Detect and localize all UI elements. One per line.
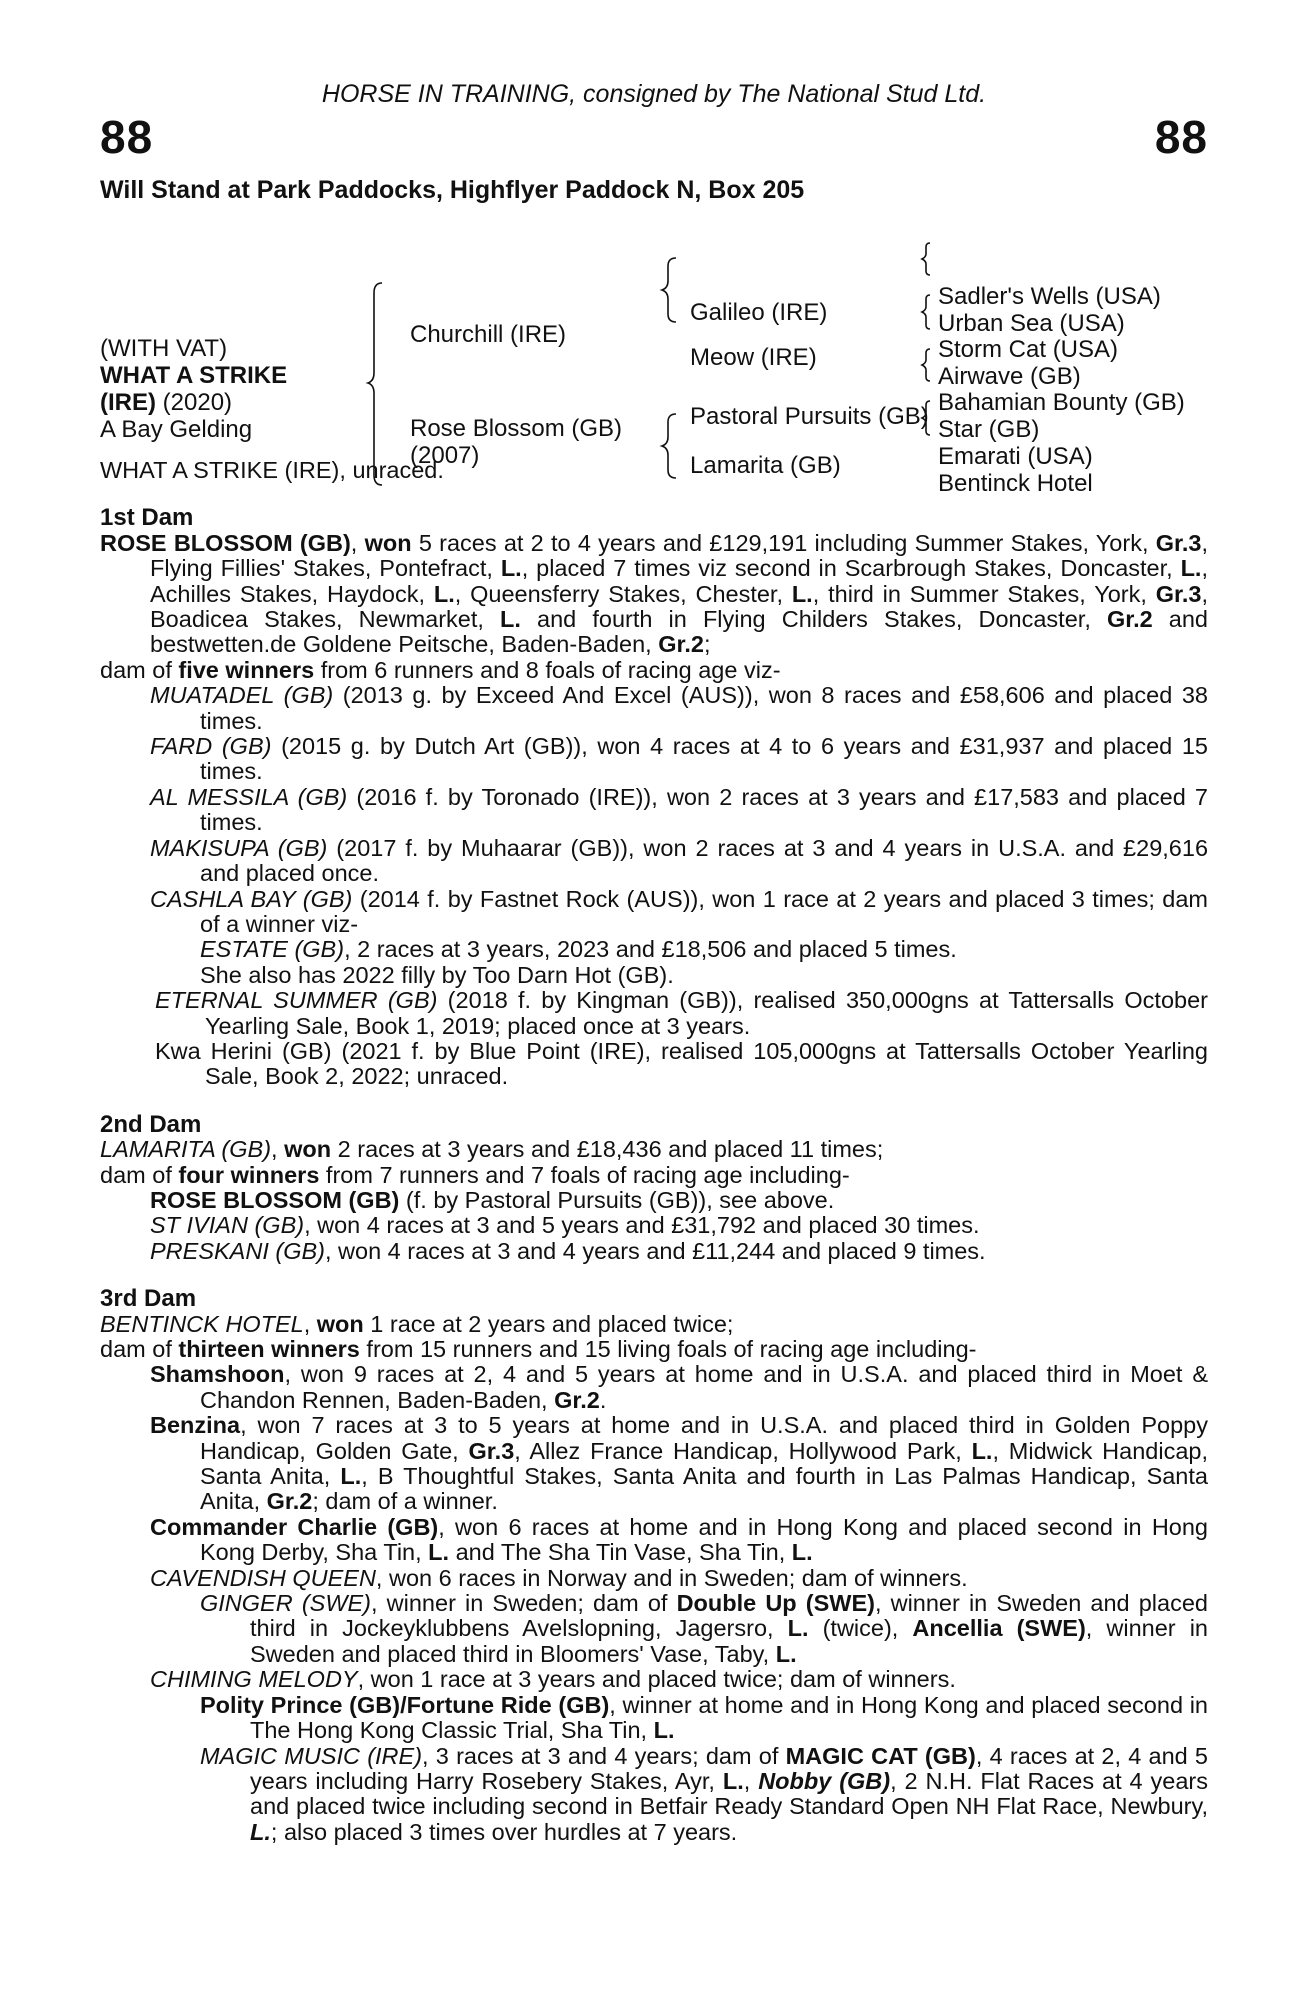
produce-name: MUATADEL (GB) (150, 682, 334, 709)
dam3-summary (100, 1312, 1208, 1337)
txt-bold: four winners (178, 1161, 320, 1188)
produce-entry (150, 1667, 1208, 1692)
produce-name: Polity Prince (GB)/Fortune Ride (GB) (200, 1691, 610, 1718)
produce-name: AL MESSILA (GB) (150, 783, 348, 810)
bracket-main (368, 283, 382, 485)
grade: Gr.2 (266, 1488, 313, 1515)
grade: L. (787, 1615, 809, 1642)
txt: , Achilles Stakes, Haydock, (150, 555, 1208, 607)
produce-name: ST IVIAN (GB) (150, 1212, 305, 1239)
produce-entry (155, 988, 1208, 1039)
txt: (2014 f. by Fastnet Rock (AUS)), won 1 race at 2 years and placed 3 times; dam of a winner viz- (200, 885, 1208, 937)
heading-2nd-dam: 2nd Dam (100, 1110, 202, 1138)
txt-bold: five winners (178, 656, 315, 683)
stand-location: Will Stand at Park Paddocks, Highflyer Paddock N, Box 205 (100, 176, 805, 204)
horse-country: (IRE) (100, 389, 156, 416)
grade: L. (775, 1640, 797, 1667)
txt: , (303, 1310, 317, 1337)
grade: L. (791, 580, 813, 607)
txt: , (350, 529, 365, 556)
txt: , Boadicea Stakes, Newmarket, (150, 580, 1208, 633)
bracket-gg1 (922, 243, 930, 275)
dam1-produce-intro (100, 658, 1208, 683)
txt: (2015 g. by Dutch Art (GB)), won 4 races at 4 to 6 years and £31,937 and placed 15 times. (200, 733, 1208, 785)
grade: L. (1180, 555, 1202, 582)
produce-entry (150, 836, 1208, 887)
produce-name: MAGIC CAT (GB) (785, 1742, 976, 1769)
pedigree-text (100, 458, 1208, 1845)
produce-entry (150, 1239, 1208, 1264)
txt: , 3 races at 3 and 4 years; dam of (422, 1742, 786, 1769)
txt: , won 9 races at 2, 4 and 5 years at home and in U.S.A. and placed third in Moet & Chandon Rennen, Baden-Baden, (200, 1361, 1208, 1413)
grade: Gr.2 (1106, 606, 1153, 633)
produce-name: Benzina (150, 1412, 241, 1439)
grade: L. (500, 606, 521, 633)
produce-name: PRESKANI (GB) (150, 1237, 325, 1264)
great-grandparent-2: Urban Sea (USA) (938, 310, 1125, 337)
produce-name: ESTATE (GB) (200, 936, 345, 963)
txt: (2016 f. by Toronado (IRE)), won 2 races at 3 years and £17,583 and placed 7 times. (200, 783, 1209, 836)
txt: , third in Summer Stakes, York, (812, 580, 1156, 607)
grade: L. (500, 555, 522, 582)
produce-entry (150, 734, 1208, 785)
dam2-name: LAMARITA (GB) (100, 1136, 272, 1163)
dam3-produce-intro (100, 1337, 1208, 1362)
txt: , won 6 races at home and in Hong Kong and placed second in Hong Kong Derby, Sha Tin, (200, 1513, 1208, 1566)
produce-sub-entry (200, 1693, 1208, 1744)
txt: , 2 races at 3 years, 2023 and £18,506 and placed 5 times. (344, 936, 957, 963)
txt: 2 races at 3 years and £18,436 and placed 11 times; (331, 1136, 884, 1163)
produce-name: Nobby (GB) (758, 1767, 891, 1794)
grade: L. (428, 1539, 450, 1566)
great-grandparent-7: Emarati (USA) (938, 443, 1093, 470)
txt: , (271, 1136, 285, 1163)
grade: L. (722, 1767, 744, 1794)
grade: L. (971, 1437, 993, 1464)
produce-name: CHIMING MELODY (150, 1666, 358, 1693)
produce-name: Double Up (SWE) (676, 1590, 875, 1617)
txt: , winner in Sweden and placed third in Bloomers' Vase, Taby, (250, 1615, 1208, 1667)
produce-entry: Kwa Herini (GB) (2021 f. by Blue Point (IRE), realised 105,000gns at Tattersalls October Yearling Sale, Book 2, 2022; unraced. (155, 1037, 1208, 1090)
txt: dam of (100, 656, 179, 683)
produce-entry (150, 1566, 1208, 1591)
produce-entry (150, 887, 1208, 938)
bracket-sire (662, 258, 676, 322)
dam3-name: BENTINCK HOTEL (100, 1310, 304, 1337)
txt-bold: won (364, 529, 412, 556)
txt: , Midwick Handicap, Santa Anita, (200, 1437, 1208, 1490)
txt: , won 4 races at 3 and 5 years and £31,792 and placed 30 times. (304, 1212, 980, 1239)
grade: L. (433, 580, 455, 607)
dam: Rose Blossom (GB) (410, 415, 623, 442)
txt: (f. by Pastoral Pursuits (GB)), see above. (399, 1186, 835, 1213)
great-grandparent-3: Storm Cat (USA) (938, 336, 1119, 363)
txt: ; dam of a winner. (312, 1488, 498, 1515)
txt: 5 races at 2 to 4 years and £129,191 including Summer Stakes, York, (411, 529, 1156, 556)
txt-bold: won (316, 1310, 364, 1337)
lot-number-right: 88 (1154, 111, 1208, 163)
produce-entry (150, 683, 1208, 734)
dam-sire: Pastoral Pursuits (GB) (690, 403, 929, 430)
produce-name: Ancellia (SWE) (912, 1615, 1086, 1642)
txt: from 7 runners and 7 foals of racing age including- (319, 1161, 850, 1188)
txt: from 15 runners and 15 living foals of racing age including- (359, 1336, 977, 1362)
dam1-name: ROSE BLOSSOM (GB) (100, 529, 351, 556)
txt: and bestwetten.de Goldene Peitsche, Baden-Baden, (150, 606, 1208, 658)
grade: L. (653, 1717, 675, 1744)
vat-text: (WITH VAT) (100, 335, 228, 362)
txt-bold: won (284, 1136, 332, 1163)
txt: , won 6 races in Norway and in Sweden; dam of winners. (375, 1564, 968, 1591)
dam-dam: Lamarita (GB) (690, 452, 841, 479)
txt: (2013 g. by Exceed And Excel (AUS)), won 8 races and £58,606 and placed 38 times. (200, 682, 1208, 734)
produce-entry (150, 1213, 1208, 1238)
grade: Gr.3 (1155, 529, 1202, 556)
produce-entry (150, 1515, 1208, 1566)
produce-entry (150, 1188, 1208, 1213)
produce-name: ROSE BLOSSOM (GB) (150, 1186, 400, 1213)
txt: 1 race at 2 years and placed twice; (363, 1310, 734, 1337)
dam-year: (2007) (410, 442, 480, 469)
dam2-summary (100, 1137, 1208, 1162)
produce-sub-entry: She also has 2022 filly by Too Darn Hot (GB). (200, 961, 674, 988)
great-grandparent-4: Airwave (GB) (938, 363, 1081, 390)
txt: ; also placed 3 times over hurdles at 7 years. (270, 1818, 738, 1845)
txt: dam of (100, 1161, 179, 1188)
vat-label (100, 335, 227, 362)
great-grandparent-5: Bahamian Bounty (GB) (938, 389, 1185, 416)
grade: Gr.3 (1155, 580, 1202, 607)
txt: , (743, 1767, 759, 1794)
grade: L. (250, 1818, 271, 1845)
race-record: WHAT A STRIKE (IRE), unraced. (100, 457, 444, 483)
produce-name: MAKISUPA (GB) (150, 834, 328, 861)
dam1-summary (100, 531, 1208, 658)
produce-sub-entry (200, 1744, 1208, 1846)
bracket-gg3 (922, 349, 930, 381)
txt: , Queensferry Stakes, Chester, (454, 580, 792, 607)
grade: L. (791, 1539, 813, 1566)
grade: L. (340, 1463, 362, 1490)
grade: Gr.2 (554, 1386, 600, 1413)
produce-sub-entry (200, 1591, 1208, 1667)
produce-name: CAVENDISH QUEEN (150, 1564, 376, 1591)
grade: Gr.3 (468, 1437, 515, 1464)
txt: , winner at home and in Hong Kong and placed second in The Hong Kong Classic Trial, Sha Tin, (250, 1691, 1208, 1744)
sire-sire: Galileo (IRE) (690, 299, 828, 326)
horse-year: (2020) (156, 389, 233, 416)
txt: , 2 N.H. Flat Races at 4 years and placed twice including second in Betfair Ready Standard Open NH Flat Race, Newbury, (250, 1767, 1208, 1820)
produce-entry (150, 1413, 1208, 1515)
produce-name: ETERNAL SUMMER (GB) (155, 987, 438, 1014)
heading-1st-dam: 1st Dam (100, 504, 194, 532)
txt: . (599, 1386, 607, 1413)
produce-name: Commander Charlie (GB) (150, 1513, 439, 1540)
txt: (2017 f. by Muhaarar (GB)), won 2 races at 3 and 4 years in U.S.A. and £29,616 and placed once. (200, 834, 1209, 887)
txt: , winner in Sweden and placed third in Jockeyklubbens Avelslopning, Jagersro, (250, 1590, 1208, 1642)
great-grandparent-8: Bentinck Hotel (938, 470, 1093, 497)
produce-name: FARD (GB) (150, 733, 272, 760)
produce-name: Shamshoon (150, 1361, 285, 1388)
txt: , won 7 races at 3 to 5 years at home and in U.S.A. and placed third in Golden Poppy Handicap, Golden Gate, (200, 1412, 1208, 1464)
consignment-line: HORSE IN TRAINING, consigned by The National Stud Ltd. (321, 80, 987, 108)
grade: Gr.2 (658, 631, 704, 658)
lot-number-left: 88 (100, 111, 154, 163)
produce-sub-entry (200, 937, 1208, 962)
txt: dam of (100, 1336, 179, 1362)
sire-dam: Meow (IRE) (690, 344, 817, 371)
horse-name: WHAT A STRIKE (100, 362, 288, 389)
txt: ; (703, 631, 711, 658)
txt: , won 1 race at 3 years and placed twice; dam of winners. (357, 1666, 956, 1693)
txt: and The Sha Tin Vase, Sha Tin, (449, 1539, 792, 1566)
txt: , winner in Sweden; dam of (371, 1590, 677, 1617)
txt: , 4 races at 2, 4 and 5 years including Harry Rosebery Stakes, Ayr, (250, 1742, 1209, 1794)
txt: , placed 7 times viz second in Scarbrough Stakes, Doncaster, (521, 555, 1181, 582)
great-grandparent-6: Star (GB) (938, 416, 1040, 443)
produce-entry (150, 1362, 1208, 1413)
txt-bold: thirteen winners (178, 1336, 360, 1362)
txt: , Flying Fillies' Stakes, Pontefract, (150, 529, 1208, 582)
txt: (2018 f. by Kingman (GB)), realised 350,000gns at Tattersalls October Yearling Sale, Book 1, 2019; placed once at 3 years. (205, 987, 1208, 1039)
bracket-gg2 (922, 295, 930, 329)
produce-entry (150, 785, 1208, 836)
txt: from 6 runners and 8 foals of racing age viz- (314, 656, 781, 683)
horse-description: A Bay Gelding (100, 416, 253, 443)
txt: (twice), (808, 1615, 913, 1642)
great-grandparent-1: Sadler's Wells (USA) (938, 283, 1161, 310)
produce-name: CASHLA BAY (GB) (150, 885, 353, 912)
dam2-produce-intro (100, 1163, 1208, 1188)
txt: , Allez France Handicap, Hollywood Park, (514, 1437, 972, 1464)
txt: , B Thoughtful Stakes, Santa Anita and fourth in Las Palmas Handicap, Santa Anita, (200, 1463, 1208, 1515)
heading-3rd-dam: 3rd Dam (100, 1285, 197, 1313)
txt: , won 4 races at 3 and 4 years and £11,244 and placed 9 times. (324, 1237, 986, 1264)
sire: Churchill (IRE) (410, 321, 567, 348)
produce-name: GINGER (SWE) (200, 1590, 372, 1617)
txt: and fourth in Flying Childers Stakes, Doncaster, (520, 606, 1107, 633)
produce-name: MAGIC MUSIC (IRE) (200, 1742, 423, 1769)
horse-year-line (100, 389, 232, 416)
